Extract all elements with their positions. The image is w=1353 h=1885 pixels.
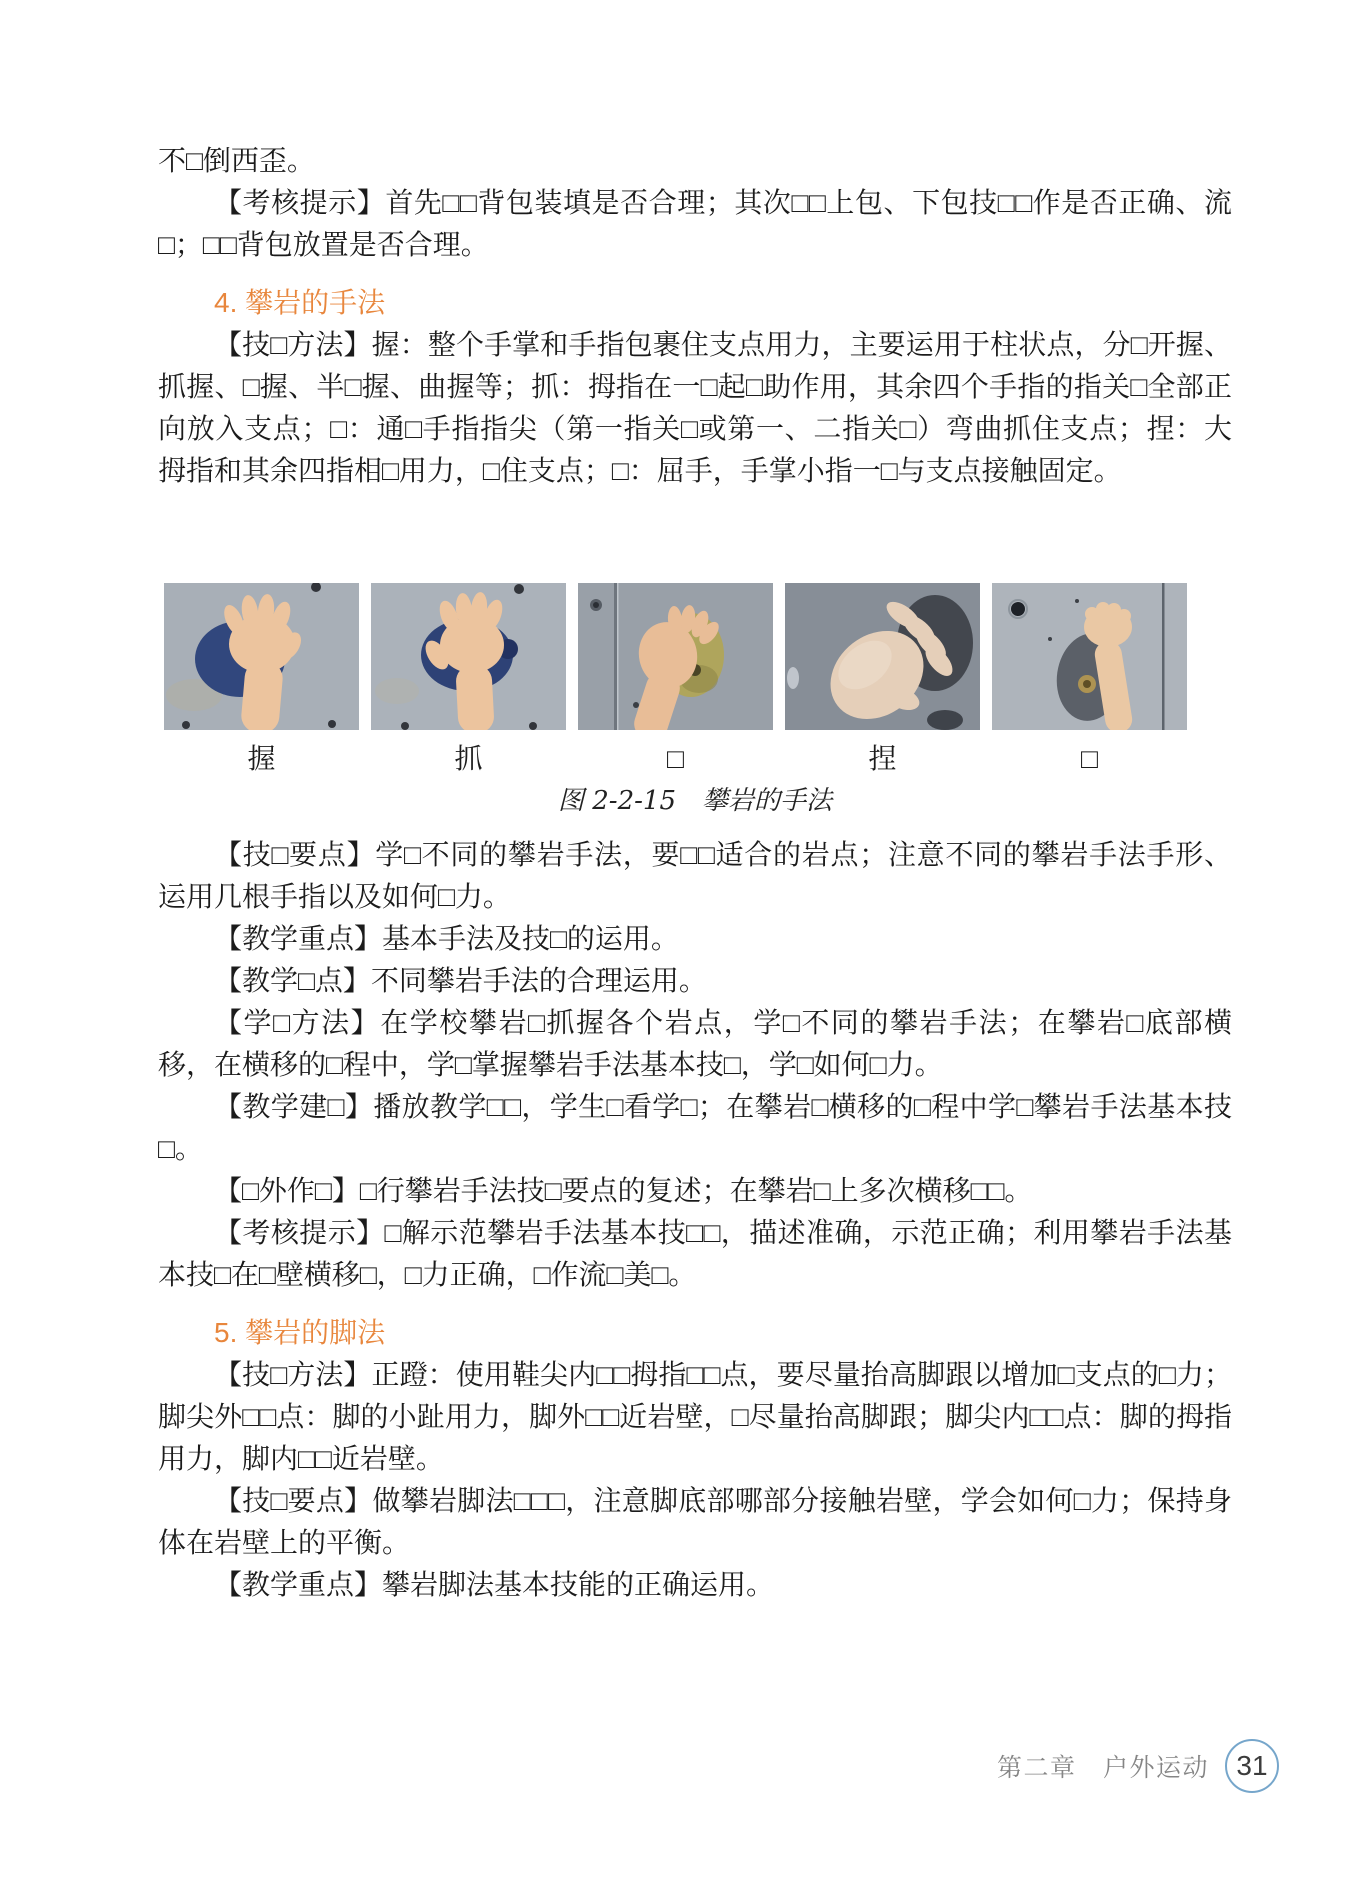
climbing-hand-photo-grab xyxy=(371,583,566,730)
paragraph: 【□外作□】□行攀岩手法技□要点的复述；在攀岩□上多次横移□□。 xyxy=(214,1175,1033,1206)
chapter-title: 第二章 户外运动 xyxy=(996,1754,1209,1782)
climbing-hand-photo-grip xyxy=(164,583,359,730)
photo-labels-row xyxy=(164,738,1187,780)
paragraph: 【教学重点】攀岩脚法基本技能的正确运用。 xyxy=(214,1569,775,1600)
figure-caption: 图 2-2-15 攀岩的手法 xyxy=(557,786,832,816)
figure-2-2-15 xyxy=(164,583,1187,822)
photo-label: □ xyxy=(667,743,684,774)
paragraph: 【技□方法】握：整个手掌和手指包裹住支点用力，主要运用于柱状点，分□开握、抓握、□握、半□握、曲握等；抓：拇指在一□起□助作用，其余四个手指的指关□全部正向放入支点；□：通□手指指尖（第一指关□或第一、二指关□）弯曲抓住支点；捏：大拇指和其余四指相□用力，□住支点；□：屈手，手掌小指一□与支点接触固定。 xyxy=(158,329,1232,486)
photo-label: □ xyxy=(1081,743,1098,774)
paragraph: 【教学建□】播放教学□□，学生□看学□；在攀岩□横移的□程中学□攀岩手法基本技□。 xyxy=(158,1091,1232,1164)
section-heading-climbing-feet: 5. 攀岩的脚法 xyxy=(214,1317,386,1348)
section-heading-climbing-hands: 4. 攀岩的手法 xyxy=(214,287,386,318)
photo-row xyxy=(164,583,1187,730)
photo-label: 捏 xyxy=(868,743,897,774)
paragraph: 【技□要点】学□不同的攀岩手法，要□□适合的岩点；注意不同的攀岩手法手形、运用几根手指以及如何□力。 xyxy=(158,839,1232,912)
photo-label: 抓 xyxy=(454,743,483,774)
paragraph: 【考核提示】首先□□背包装填是否合理；其次□□上包、下包技□□作是否正确、流□；□□背包放置是否合理。 xyxy=(158,187,1232,260)
page-number-badge: 31 xyxy=(1225,1739,1279,1793)
paragraph: 【考核提示】□解示范攀岩手法基本技□□，描述准确，示范正确；利用攀岩手法基本技□在□壁横移□，□力正确，□作流□美□。 xyxy=(158,1217,1232,1290)
paragraph: 【技□方法】正蹬：使用鞋尖内□□拇指□□点，要尽量抬高脚跟以增加□支点的□力；脚尖外□□点：脚的小趾用力，脚外□□近岩壁，□尽量抬高脚跟；脚尖内□□点：脚的拇指用力，脚内□□近岩壁。 xyxy=(158,1359,1232,1474)
climbing-hand-photo-pinch xyxy=(785,583,980,730)
paragraph: 【教学□点】不同攀岩手法的合理运用。 xyxy=(214,965,707,996)
paragraph: 【教学重点】基本手法及技□的运用。 xyxy=(214,923,679,954)
paragraph: 不□倒西歪。 xyxy=(158,145,315,176)
page-footer xyxy=(997,1739,1279,1793)
paragraph: 【技□要点】做攀岩脚法□□□，注意脚底部哪部分接触岩壁，学会如何□力；保持身体在岩壁上的平衡。 xyxy=(158,1485,1232,1558)
climbing-hand-photo-wrap xyxy=(992,583,1187,730)
body-text xyxy=(158,140,1232,1606)
paragraph: 【学□方法】在学校攀岩□抓握各个岩点，学□不同的攀岩手法；在攀岩□底部横移，在横移的□程中，学□掌握攀岩手法基本技□，学□如何□力。 xyxy=(158,1007,1232,1080)
climbing-hand-photo-crimp xyxy=(578,583,773,730)
photo-label: 握 xyxy=(247,743,276,774)
